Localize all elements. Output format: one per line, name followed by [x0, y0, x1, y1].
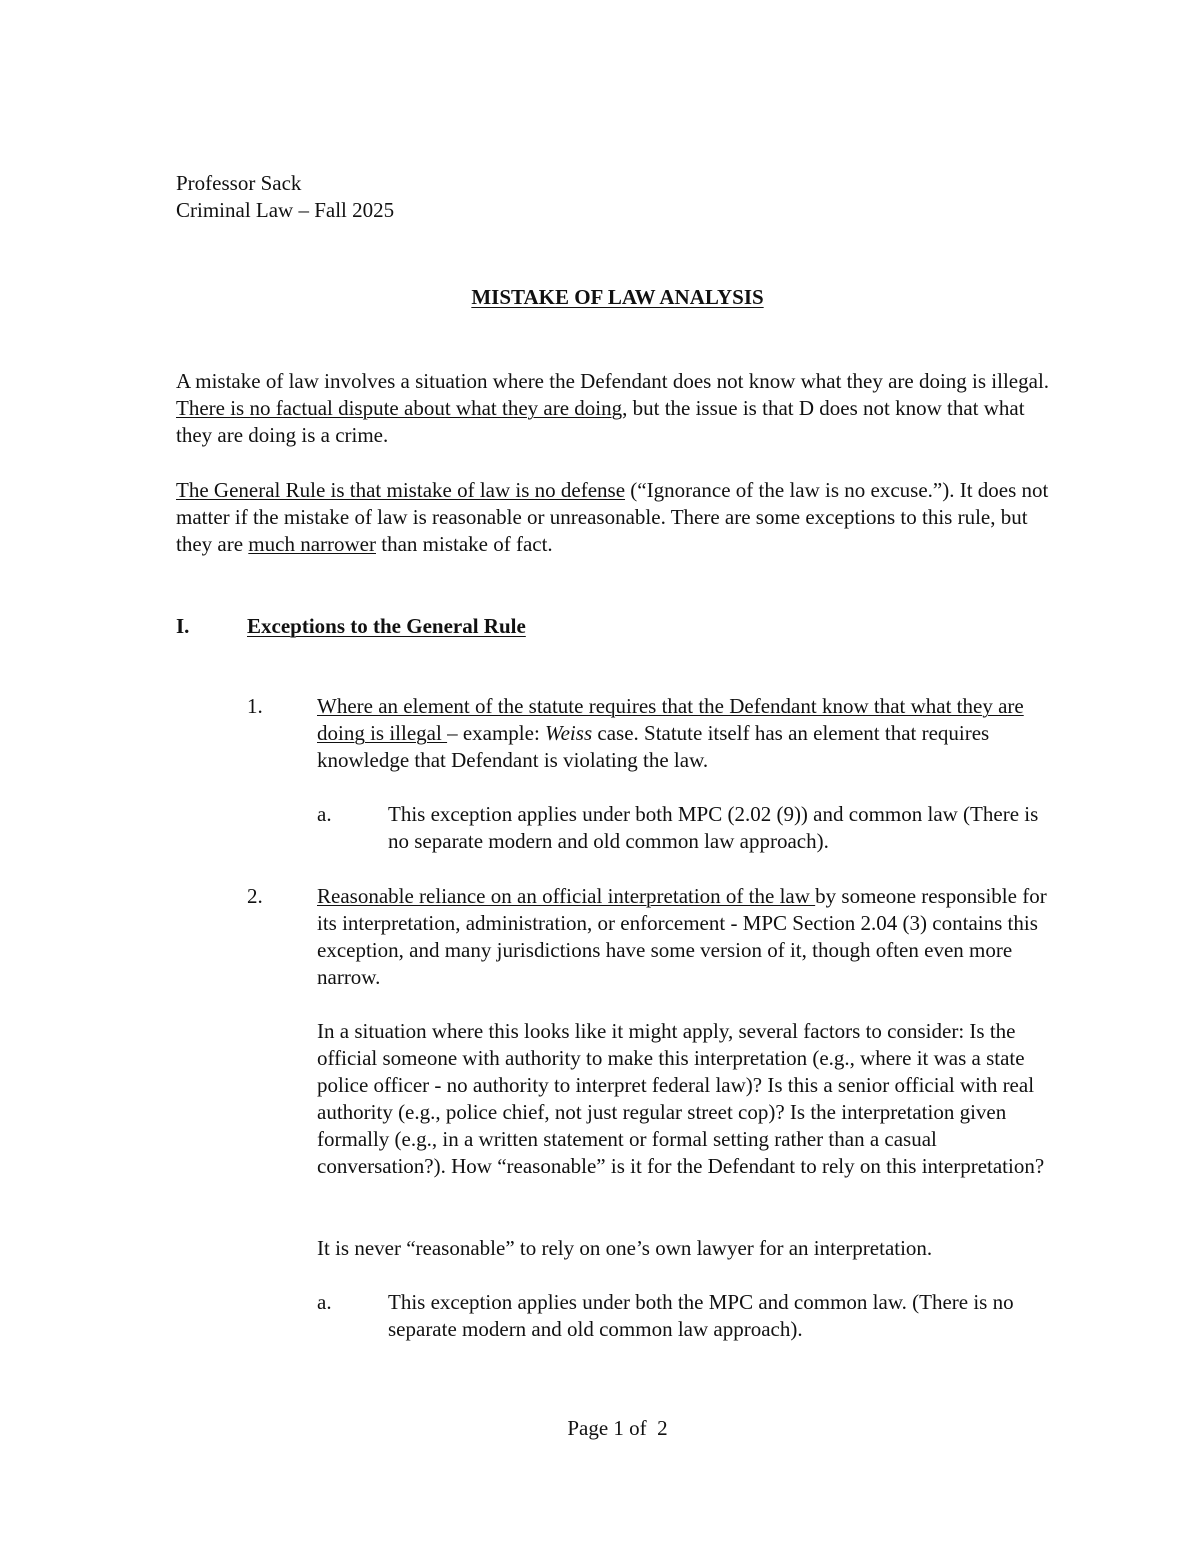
intro-paragraph-1 — [176, 368, 1054, 449]
intro-paragraph-2 — [176, 477, 1054, 558]
item-2-number: 2. — [247, 884, 263, 908]
document-header — [176, 170, 776, 224]
course-name: Criminal Law – Fall 2025 — [176, 198, 395, 222]
item-2-text-rest: by someone responsible for its interpretation, administration, or enforcement - MPC Section 2.04 (3) contains this exception, and many jurisdictions have some version of it, though often even more narrow. — [317, 884, 1047, 989]
item-1-underlined: Where an element of the statute requires that the Defendant know that what they are doing is illegal — [317, 694, 1024, 745]
item-1-text — [317, 693, 1054, 774]
page-number-footer: Page 1 of 2 — [567, 1416, 668, 1440]
item-1-text-a: – example: — [447, 721, 546, 745]
item-2-underlined: Reasonable reliance on an official interpretation of the law — [317, 884, 816, 908]
section-title: Exceptions to the General Rule — [247, 614, 526, 638]
weiss-case-name: Weiss — [545, 721, 593, 745]
intro-p1-text-b: , but the issue is that D does not know that what they are doing is a crime. — [176, 396, 1025, 447]
item-1-sub-a-text: This exception applies under both MPC (2.02 (9)) and common law (There is no separate modern and old common law approach). — [388, 802, 1039, 853]
general-rule-underlined: The General Rule is that mistake of law is no defense — [176, 478, 626, 502]
item-1-text-b: case. Statute itself has an element that requires knowledge that Defendant is violating the law. — [317, 721, 990, 772]
intro-p1-text-a: A mistake of law involves a situation where the Defendant does not know what they are doing is illegal. — [176, 369, 1050, 393]
item-2-factors-paragraph: In a situation where this looks like it might apply, several factors to consider: Is the official someone with authority to make this interpretation (e.g., where it was a state police officer - no authority to interpret federal law)? Is this a senior official with real authority (e.g., police chief, not just regular street cop)? Is the interpretation given formally (e.g., in a written statement or formal setting rather than a casual conversation?). How “reasonable” is it for the Defendant to rely on this interpretation? — [317, 1019, 1045, 1178]
item-2-lawyer-paragraph: It is never “reasonable” to rely on one’s own lawyer for an interpretation. — [317, 1236, 933, 1260]
intro-p1-underlined: There is no factual dispute about what they are doing — [176, 396, 623, 420]
item-2-sub-a-text: This exception applies under both the MPC and common law. (There is no separate modern and old common law approach). — [388, 1290, 1014, 1341]
intro-p2-text-b: than mistake of fact. — [376, 532, 553, 556]
item-1-number: 1. — [247, 694, 263, 718]
intro-p2-text-a: (“Ignorance of the law is no excuse.”). It does not matter if the mistake of law is reasonable or unreasonable. There are some exceptions to this rule, but they are — [176, 478, 1049, 556]
section-number: I. — [176, 614, 190, 638]
professor-name: Professor Sack — [176, 171, 302, 195]
much-narrower-underlined: much narrower — [248, 532, 376, 556]
item-2-sub-a-label: a. — [317, 1290, 332, 1314]
item-2-text — [317, 883, 1054, 991]
item-1-sub-a-label: a. — [317, 802, 332, 826]
page-title: MISTAKE OF LAW ANALYSIS — [471, 285, 764, 309]
